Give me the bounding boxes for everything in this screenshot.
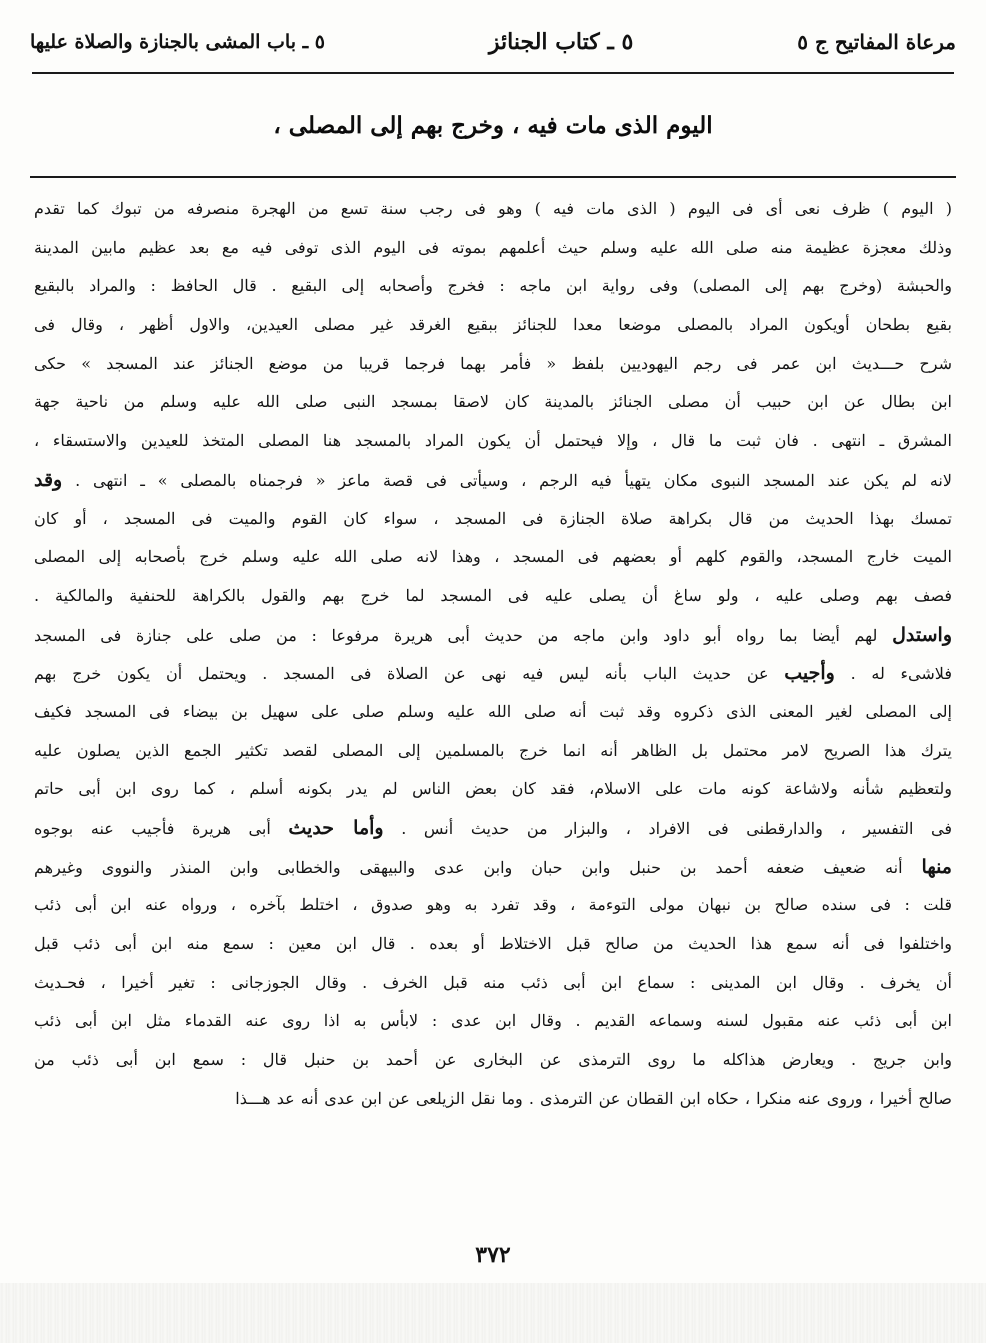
keyword: واستدل [892, 623, 952, 646]
keyword: وقد [34, 468, 63, 491]
commentary-line [34, 1080, 952, 1119]
commentary-text: ابن أبى ذئب عنه مقبول لسنه وسماعه القديم . وقال ابن عدى : لابأس به اذا روى عنه القدماء مثل ابن أبى ذئب [34, 1011, 952, 1031]
commentary-line [34, 1002, 952, 1041]
scan-noise [0, 1283, 986, 1343]
commentary-text: تمسك بهذا الحديث من قال بكراهة صلاة الجنازة فى المسجد ، سواء كان القوم والميت فى المسجد ، أو كان [34, 508, 952, 528]
keyword: منها [921, 855, 952, 878]
keyword: وأجيب [784, 662, 835, 685]
commentary-text: قلت : فى سنده صالح بن نبهان مولى التوءمة ، وقد تفرد به وهو صدوق ، اختلط بآخره ، ورواه عنه ابن أبى ذئب [34, 895, 952, 915]
commentary-text: واختلفوا فى أنه سمع هذا الحديث من صالح قبل الاختلاط أو بعده . قال ابن معين : سمع منه ابن أبى ذئب قبل [34, 934, 952, 954]
header-chapter-title: ٥ ـ كتاب الجنائز [488, 29, 634, 55]
commentary-line [34, 422, 952, 461]
commentary-text: ( اليوم ) ظرف نعى أى فى اليوم ( الذى مات فيه ) وهو فى رجب سنة تسع من الهجرة منصرفه من تبوك كما تقدم [34, 199, 952, 218]
commentary-line [34, 577, 952, 616]
commentary-text: وذلك معجزة عظيمة منه صلى الله عليه وسلم حيث أعلمهم بموته فى اليوم الذى توفى فيه مع بعد عظيم مابين المدينة [34, 237, 952, 257]
commentary-text: إلى المصلى لغير المعنى الذى ذكروه وقد ثبت أنه صلى الله عليه وسلم صلى على سهيل بن بيضاء فى المسجد فكيف [34, 701, 952, 721]
commentary-text: فى التفسير ، والدارقطنى فى الافراد ، والبزار من حديث أنس . [383, 819, 952, 838]
commentary-line [34, 654, 952, 693]
header-divider [32, 72, 954, 74]
commentary-text: عن حديث الباب بأنه ليس فيه نهى عن الصلاة فى المسجد . ويحتمل أن يكون خرج بهم [34, 664, 785, 684]
page-number: ٣٧٢ [475, 1242, 511, 1268]
header-section-title: ٥ ـ باب المشى بالجنازة والصلاة عليها [30, 31, 325, 53]
commentary-text: بقيع بطحان أويكون المراد بالمصلى موضعا معدا للجنائز ببقيع الغرقد غير مصلى العيدين، والاول أظهر ، وقال فى [34, 315, 952, 335]
commentary-line [34, 383, 952, 422]
commentary-text: أبى هريرة فأجيب عنه بوجوه [34, 819, 289, 838]
commentary-line [34, 229, 952, 268]
hadith-text: اليوم الذى مات فيه ، وخرج بهم إلى المصلى ، [273, 112, 713, 139]
commentary-line [34, 267, 952, 306]
commentary-line [34, 732, 952, 771]
commentary-body [34, 190, 952, 1230]
commentary-line [34, 693, 952, 732]
commentary-text: والحبشة (وخرج بهم إلى المصلى) وفى رواية ابن ماجه : فخرج وأصحابه إلى البقيع . قال الحافظ : والمراد بالبقيع [34, 276, 952, 296]
running-header [30, 22, 956, 62]
commentary-line [34, 886, 952, 925]
commentary-text: لهم أيضا بما رواه أبو داود وابن ماجه من حديث أبى هريرة مرفوعا : من صلى على جنازة فى المسجد [34, 625, 893, 645]
commentary-line [34, 500, 952, 539]
commentary-text: المشرق ـ انتهى . فان ثبت ما قال ، وإلا فيحتمل أن يكون المراد بالمسجد هنا المصلى المتخذ للعيدين والاستسقاء ، [34, 431, 952, 451]
commentary-text: صالح أخيرا ، وروى عنه منكرا ، حكاه ابن القطان عن الترمذى . وما نقل الزيلعى عن ابن عدى أنه عد هـــذا [235, 1088, 952, 1108]
commentary-text: أن يخرف . وقال ابن المدينى : سماع ابن أبى ذئب منه قبل الخرف . وقال الجوزجانى : تغير أخيرا ، فحـديث [34, 972, 952, 992]
commentary-line [34, 925, 952, 964]
commentary-line [34, 461, 952, 500]
commentary-line [34, 190, 952, 229]
commentary-text: يترك هذا الصريح لامر محتمل بل الظاهر أنه انما خرج بالمسلمين إلى المصلى لقصد تكثير الجمع الذين يصلون عليه [34, 740, 952, 760]
commentary-line [34, 1041, 952, 1080]
commentary-line [34, 345, 952, 384]
commentary-text: ابن بطال عن ابن حبيب أن مصلى الجنائز بالمدينة كان لاصقا بمسجد النبى صلى الله عليه وسلم من ناحية جهة [34, 392, 952, 412]
commentary-line [34, 848, 952, 887]
header-book-title: مرعاة المفاتيح ج ٥ [797, 30, 956, 54]
commentary-line [34, 538, 952, 577]
commentary-text: فصف بهم وصلى عليه ، ولو ساغ أن يصلى عليه فى المسجد لما خرج بهم والقول بالكراهة للحنفية والمالكية . [34, 585, 952, 605]
commentary-line [34, 306, 952, 345]
commentary-line [34, 809, 952, 848]
commentary-text: أنه ضعيف ضعفه أحمد بن حنبل وابن حبان وابن عدى والبيهقى والخطابى وابن المنذر والنووى وغيرهم [34, 857, 922, 877]
commentary-text: لانه لم يكن عند المسجد النبوى مكان يتهيأ فيه الرجم ، وسيأتى فى قصة ماعز « فرجمناه بالمصلى » ـ انتهى . [62, 470, 952, 490]
commentary-text: فلاشىء له . [834, 664, 952, 684]
commentary-line [34, 770, 952, 809]
commentary-line [34, 616, 952, 655]
commentary-text: الميت خارج المسجد، والقوم كلهم أو بعضهم فى المسجد ، وهذا لانه صلى الله عليه وسلم خرج بأصحابه إلى المصلى [34, 547, 952, 567]
keyword: وأما حديث [288, 817, 384, 839]
hadith-divider [30, 176, 956, 178]
commentary-text: شرح حـــديث ابن عمر فى رجم اليهوديين بلفظ « فأمر بهما فرجما قريبا من موضع الجنائز عند المسجد » حكى [34, 353, 952, 373]
commentary-text: وابن جريج . ويعارض هذاكله ما روى الترمذى عن البخارى عن أحمد بن حنبل قال : سمع ابن أبى ذئب من [34, 1050, 952, 1070]
commentary-line [34, 964, 952, 1003]
commentary-text: ولتعظيم شأنه ولاشاعة كونه مات على الاسلام، فقد كان بعض الناس لم يدر بكونه أسلم ، كما روى ابن أبى حاتم [34, 779, 952, 799]
